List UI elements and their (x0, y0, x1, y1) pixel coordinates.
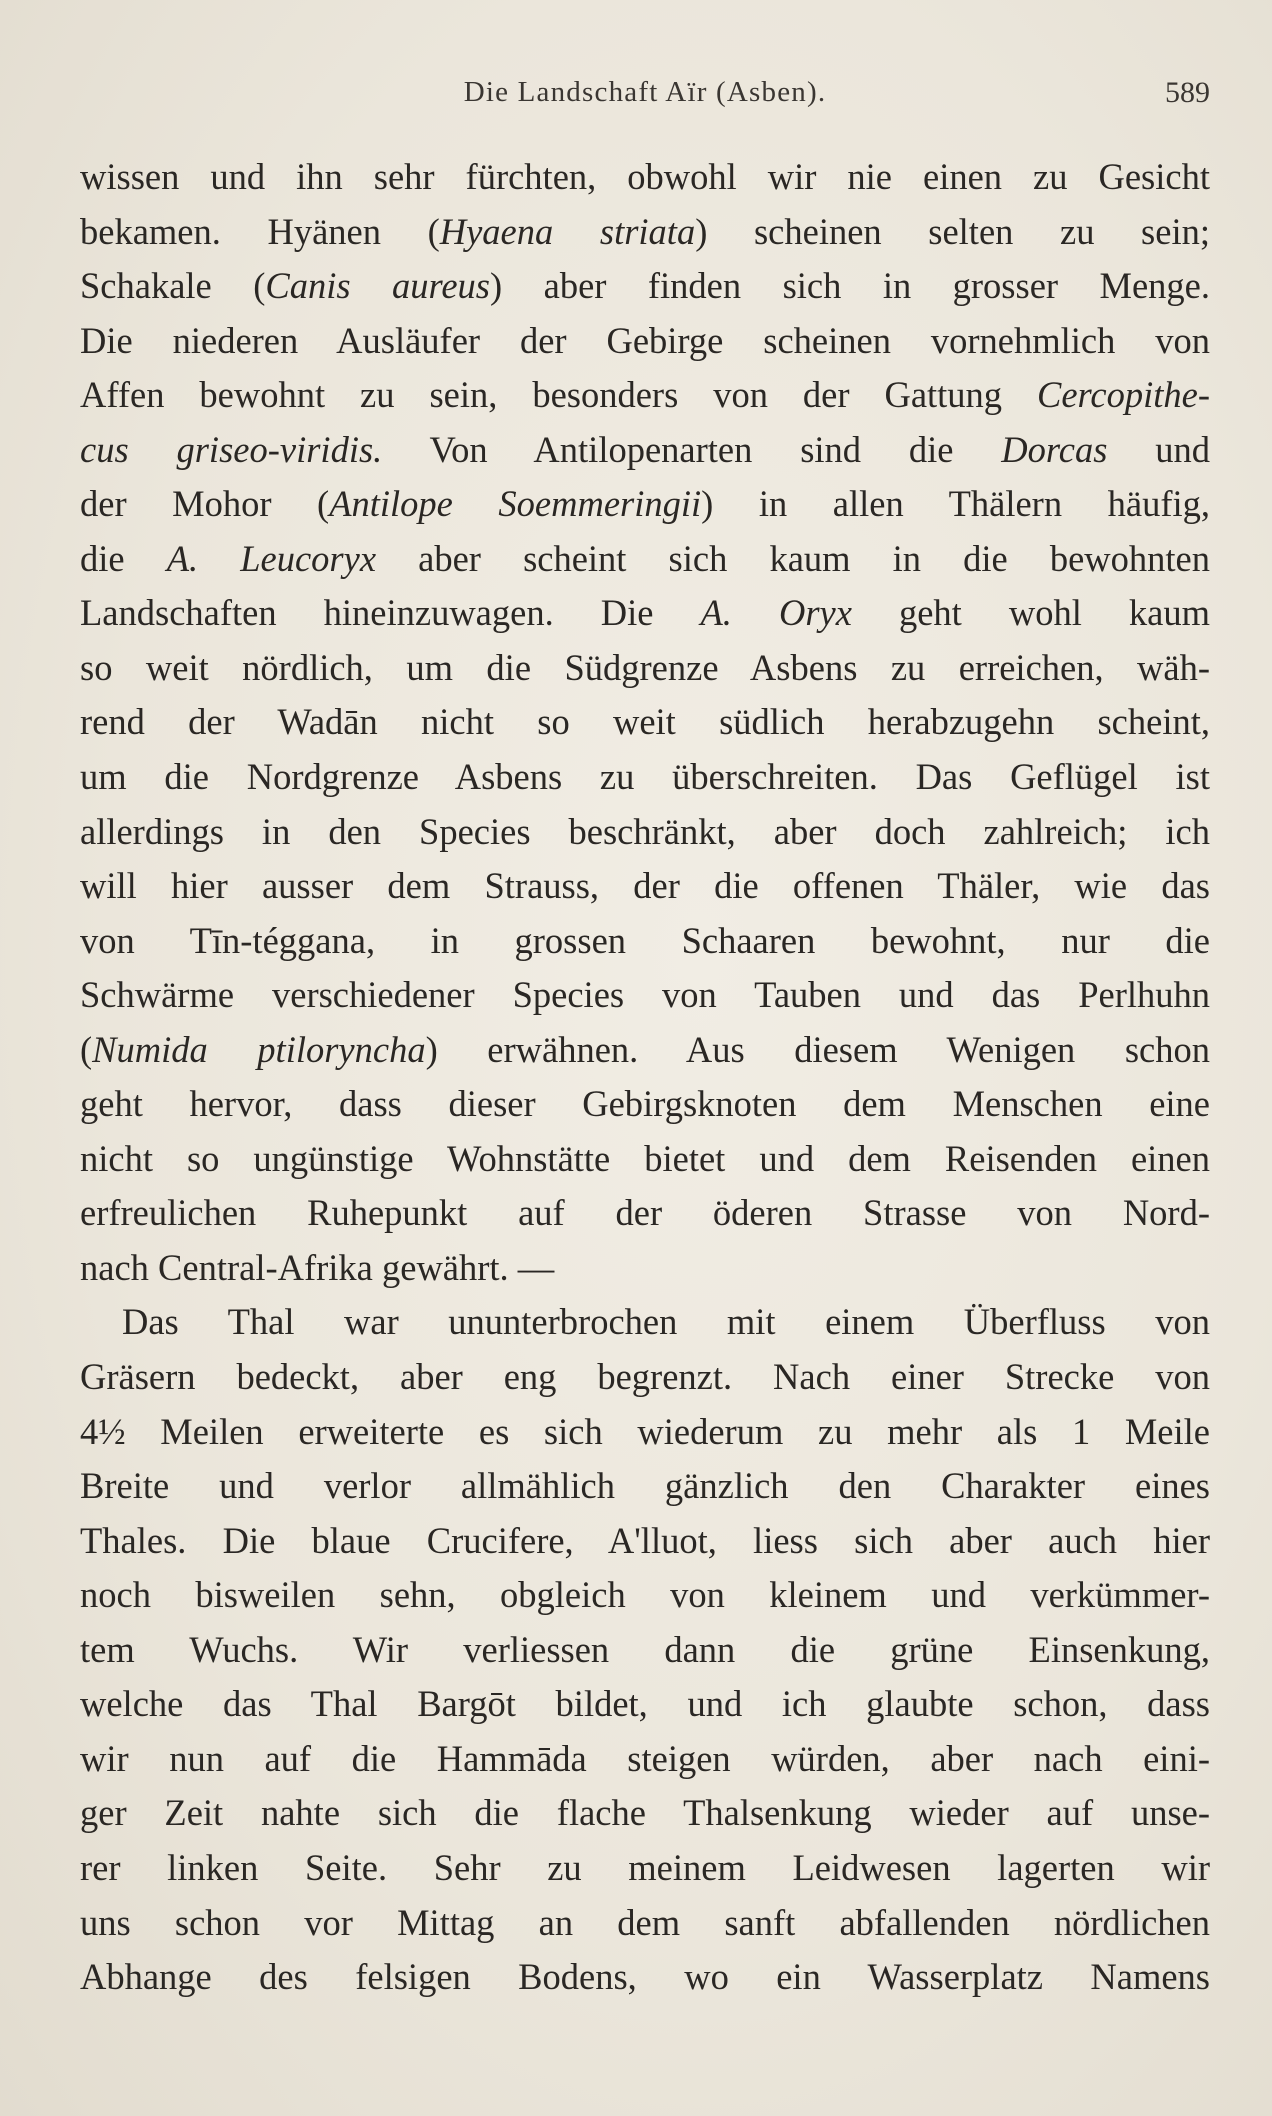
running-head (80, 76, 1210, 120)
text-line: cus griseo-viridis. Von Antilopenarten sind die Dorcas und (80, 428, 1210, 470)
text-line: wir nun auf die Hammāda steigen würden, aber nach eini- (80, 1737, 1210, 1779)
text-line: die A. Leucoryx aber scheint sich kaum in die bewohnten (80, 537, 1211, 579)
text-line: Die niederen Ausläufer der Gebirge scheinen vornehmlich von (80, 319, 1210, 361)
text-line: erfreulichen Ruhepunkt auf der öderen Strasse von Nord- (80, 1192, 1210, 1234)
text-line: Breite und verlor allmählich gänzlich den Charakter eines (80, 1465, 1210, 1507)
text-line: (Numida ptiloryncha) erwähnen. Aus diesem Wenigen schon (80, 1028, 1211, 1070)
text-line: nicht so ungünstige Wohnstätte bietet und dem Reisenden einen (80, 1137, 1210, 1179)
text-line: allerdings in den Species beschränkt, aber doch zahlreich; ich (80, 810, 1210, 852)
text-line: Gräsern bedeckt, aber eng begrenzt. Nach einer Strecke von (80, 1356, 1210, 1398)
text-line: noch bisweilen sehn, obgleich von kleinem und verkümmer- (80, 1574, 1210, 1616)
text-line: Affen bewohnt zu sein, besonders von der Gattung Cercopithe- (80, 374, 1210, 416)
text-line: Schakale (Canis aureus) aber finden sich in grosser Menge. (80, 265, 1211, 307)
text-line: ger Zeit nahte sich die flache Thalsenkung wieder auf unse- (80, 1792, 1210, 1834)
text-line: geht hervor, dass dieser Gebirgsknoten dem Menschen eine (80, 1083, 1210, 1125)
text-line: Thales. Die blaue Crucifere, A'lluot, liess sich aber auch hier (80, 1519, 1210, 1561)
text-line: Schwärme verschiedener Species von Tauben und das Perlhuhn (80, 974, 1210, 1016)
text-line: Abhange des felsigen Bodens, wo ein Wasserplatz Namens (80, 1956, 1210, 1998)
text-line: nach Central-Afrika gewährt. — (80, 1246, 555, 1288)
text-line: Das Thal war ununterbrochen mit einem Überfluss von (122, 1301, 1210, 1343)
text-line: rend der Wadān nicht so weit südlich herabzugehn scheint, (80, 701, 1210, 743)
text-line: will hier ausser dem Strauss, der die offenen Thäler, wie das (80, 865, 1210, 907)
text-line: tem Wuchs. Wir verliessen dann die grüne Einsenkung, (80, 1628, 1210, 1670)
text-line: welche das Thal Bargōt bildet, und ich glaubte schon, dass (80, 1683, 1210, 1725)
text-line: bekamen. Hyänen (Hyaena striata) scheinen selten zu sein; (80, 210, 1210, 252)
text-line: von Tīn-téggana, in grossen Schaaren bewohnt, nur die (80, 919, 1210, 961)
text-line: Landschaften hineinzuwagen. Die A. Oryx geht wohl kaum (80, 592, 1210, 634)
text-line: der Mohor (Antilope Soemmeringii) in allen Thälern häufig, (80, 483, 1210, 525)
text-line: wissen und ihn sehr fürchten, obwohl wir nie einen zu Gesicht (80, 156, 1210, 197)
text-line: so weit nördlich, um die Südgrenze Asbens zu erreichen, wäh- (80, 646, 1210, 688)
text-line: uns schon vor Mittag an dem sanft abfallenden nördlichen (80, 1901, 1210, 1943)
body-text (80, 150, 1210, 2005)
text-line: rer linken Seite. Sehr zu meinem Leidwesen lagerten wir (80, 1846, 1210, 1888)
text-line: um die Nordgrenze Asbens zu überschreiten. Das Geflügel ist (80, 756, 1210, 798)
text-line: 4½ Meilen erweiterte es sich wiederum zu mehr als 1 Meile (80, 1410, 1210, 1452)
running-head-title: Die Landschaft Aïr (Asben). (463, 76, 827, 108)
page-number: 589 (1165, 76, 1210, 109)
